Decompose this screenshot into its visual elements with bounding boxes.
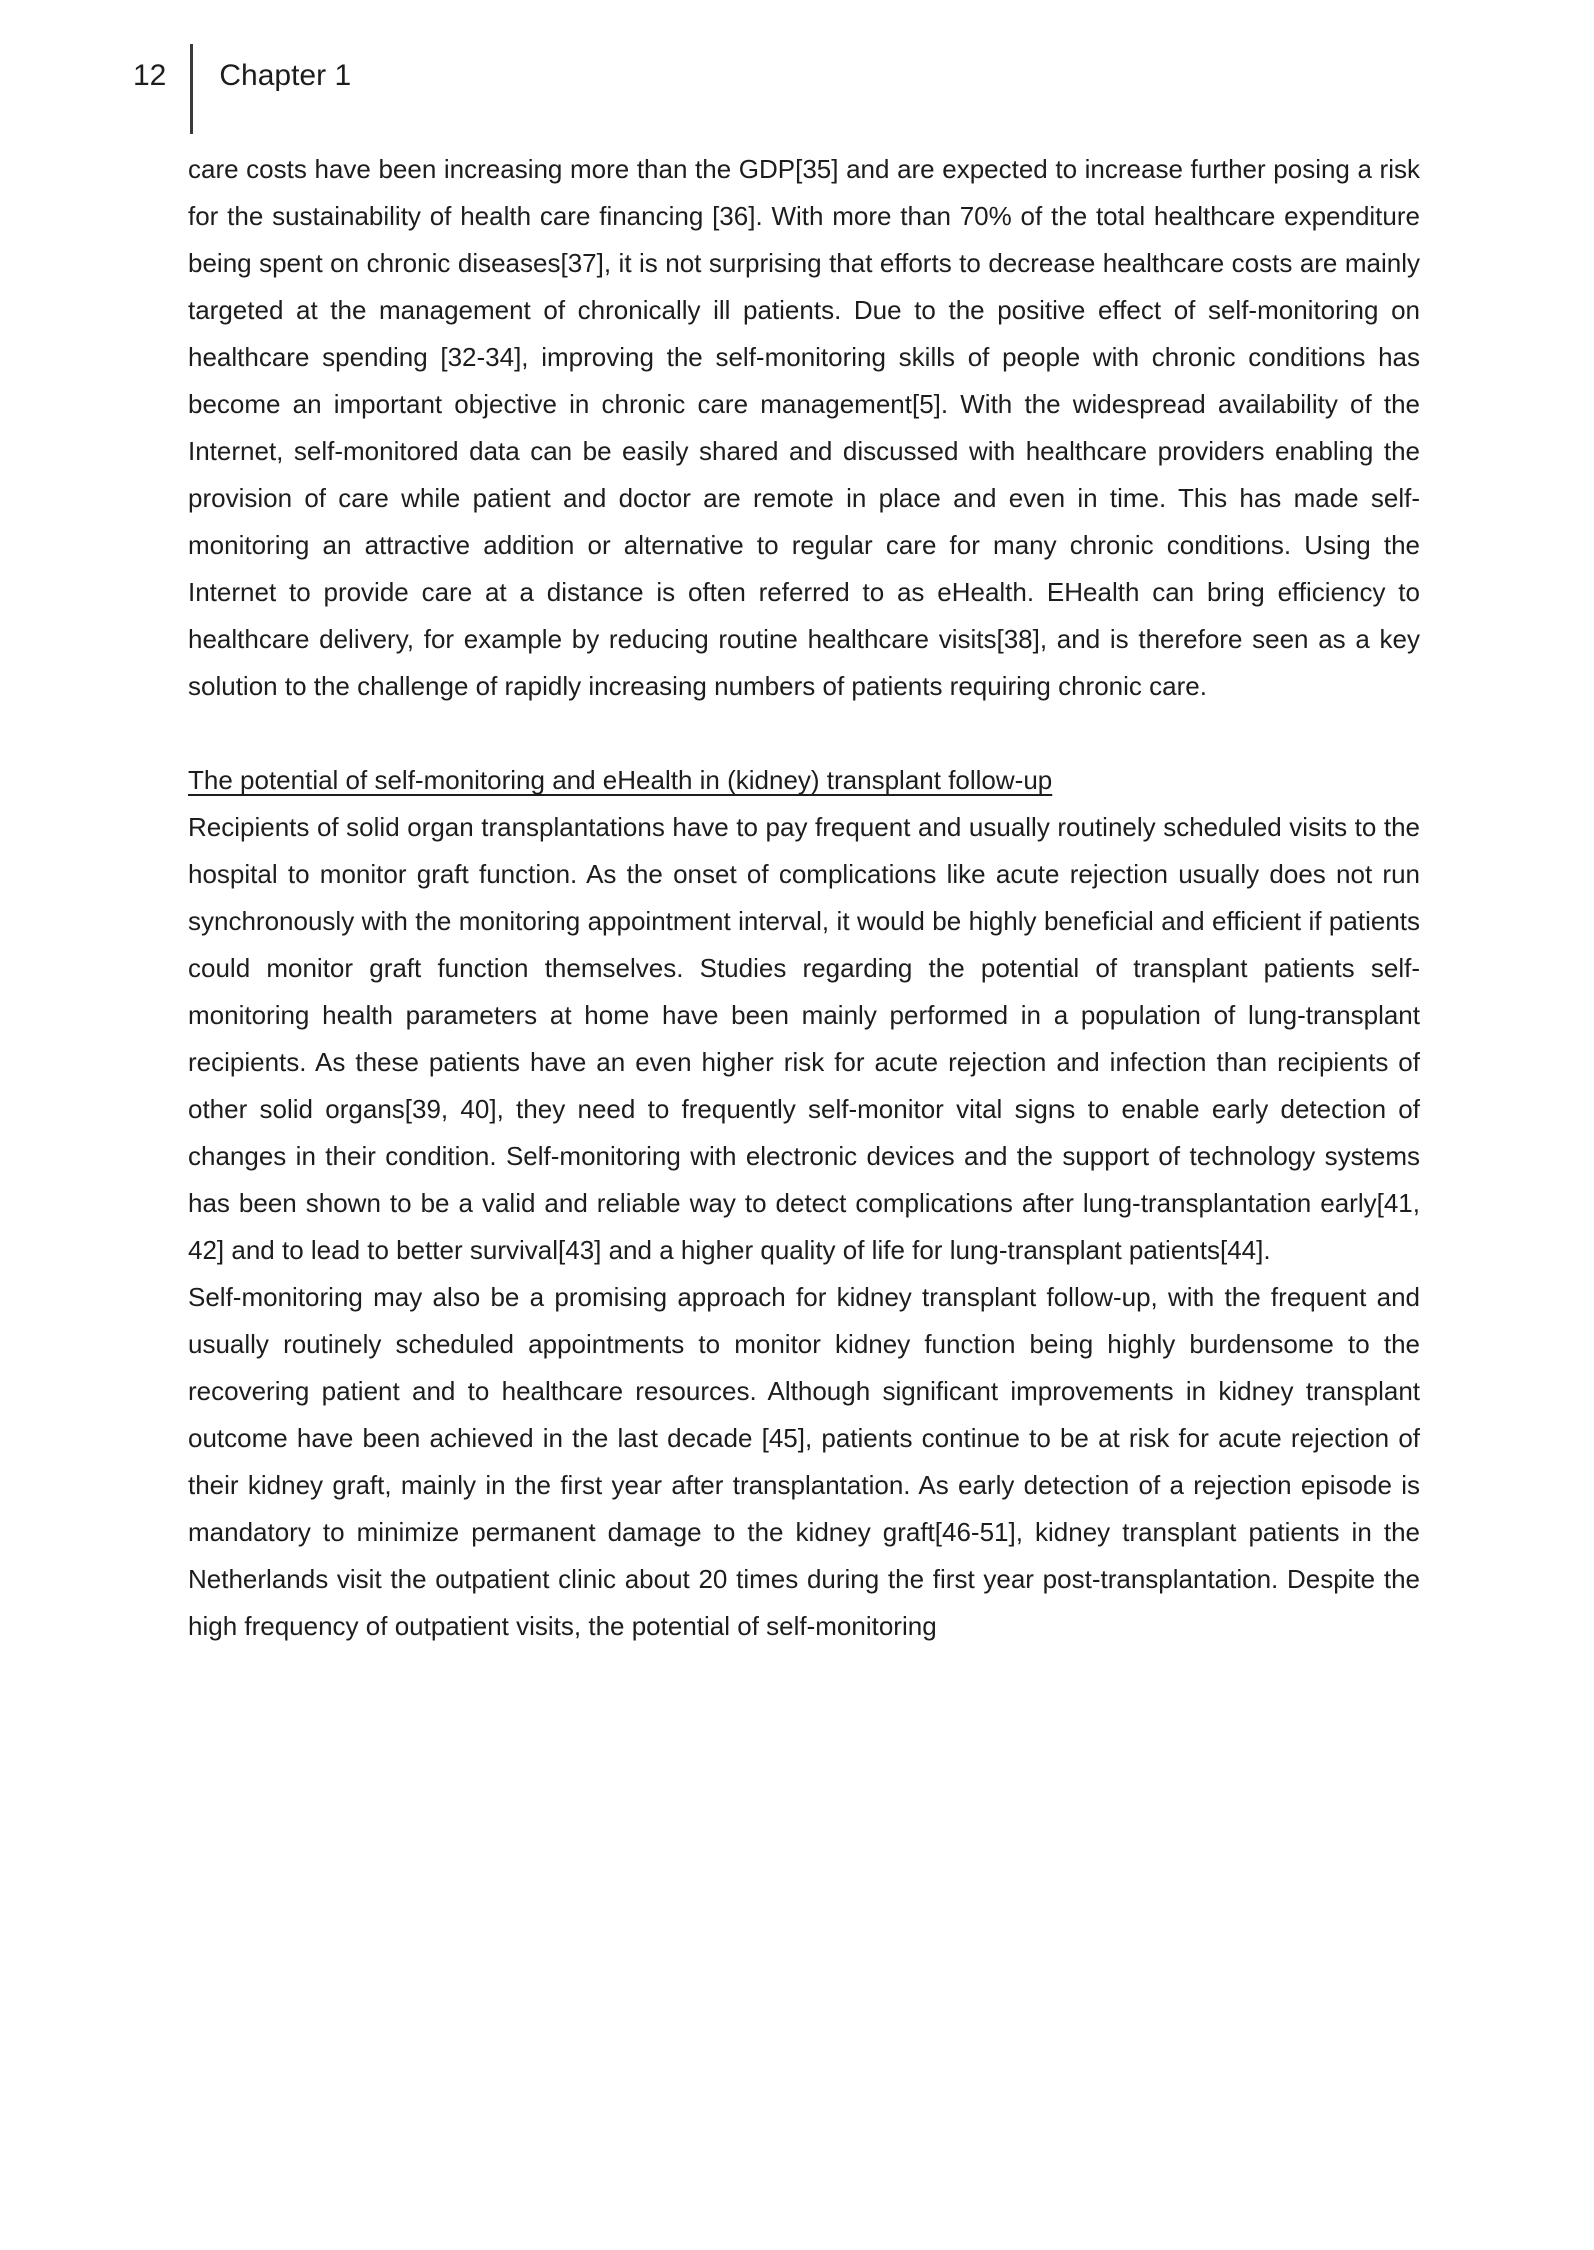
header-divider-line [190, 44, 193, 134]
page-number: 12 [133, 59, 167, 92]
page-header [133, 44, 351, 134]
body-paragraph-2: Recipients of solid organ transplantations have to pay frequent and usually routinely scheduled visits to the hospital to monitor graft function. As the onset of complications like acute rejection usually does not run synchronously with the monitoring appointment interval, it would be highly beneficial and efficient if patients could monitor graft function themselves. Studies regarding the potential of transplant patients self-monitoring health parameters at home have been mainly performed in a population of lung-transplant recipients. As these patients have an even higher risk for acute rejection and infection than recipients of other solid organs[39, 40], they need to frequently self-monitor vital signs to enable early detection of changes in their condition. Self-monitoring with electronic devices and the support of technology systems has been shown to be a valid and reliable way to detect complications after lung-transplantation early[41, 42] and to lead to better survival[43] and a higher quality of life for lung-transplant patients[44]. [188, 812, 1420, 1265]
body-paragraph-1: care costs have been increasing more than the GDP[35] and are expected to increase further posing a risk for the sustainability of health care financing [36]. With more than 70% of the total healthcare expenditure being spent on chronic diseases[37], it is not surprising that efforts to decrease healthcare costs are mainly targeted at the management of chronically ill patients. Due to the positive effect of self-monitoring on healthcare spending [32-34], improving the self-monitoring skills of people with chronic conditions has become an important objective in chronic care management[5]. With the widespread availability of the Internet, self-monitored data can be easily shared and discussed with healthcare providers enabling the provision of care while patient and doctor are remote in place and even in time. This has made self-monitoring an attractive addition or alternative to regular care for many chronic conditions. Using the Internet to provide care at a distance is often referred to as eHealth. EHealth can bring efficiency to healthcare delivery, for example by reducing routine healthcare visits[38], and is therefore seen as a key solution to the challenge of rapidly increasing numbers of patients requiring chronic care. [188, 154, 1420, 701]
chapter-title: Chapter 1 [219, 59, 352, 92]
section-heading: The potential of self-monitoring and eHealth in (kidney) transplant follow-up [188, 765, 1053, 795]
body-paragraph-3: Self-monitoring may also be a promising approach for kidney transplant follow-up, with the frequent and usually routinely scheduled appointments to monitor kidney function being highly burdensome to the recovering patient and to healthcare resources. Although significant improvements in kidney transplant outcome have been achieved in the last decade [45], patients continue to be at risk for acute rejection of their kidney graft, mainly in the first year after transplantation. As early detection of a rejection episode is mandatory to minimize permanent damage to the kidney graft[46-51], kidney transplant patients in the Netherlands visit the outpatient clinic about 20 times during the first year post-transplantation. Despite the high frequency of outpatient visits, the potential of self-monitoring [188, 1282, 1420, 1641]
page-content [188, 146, 1420, 1650]
